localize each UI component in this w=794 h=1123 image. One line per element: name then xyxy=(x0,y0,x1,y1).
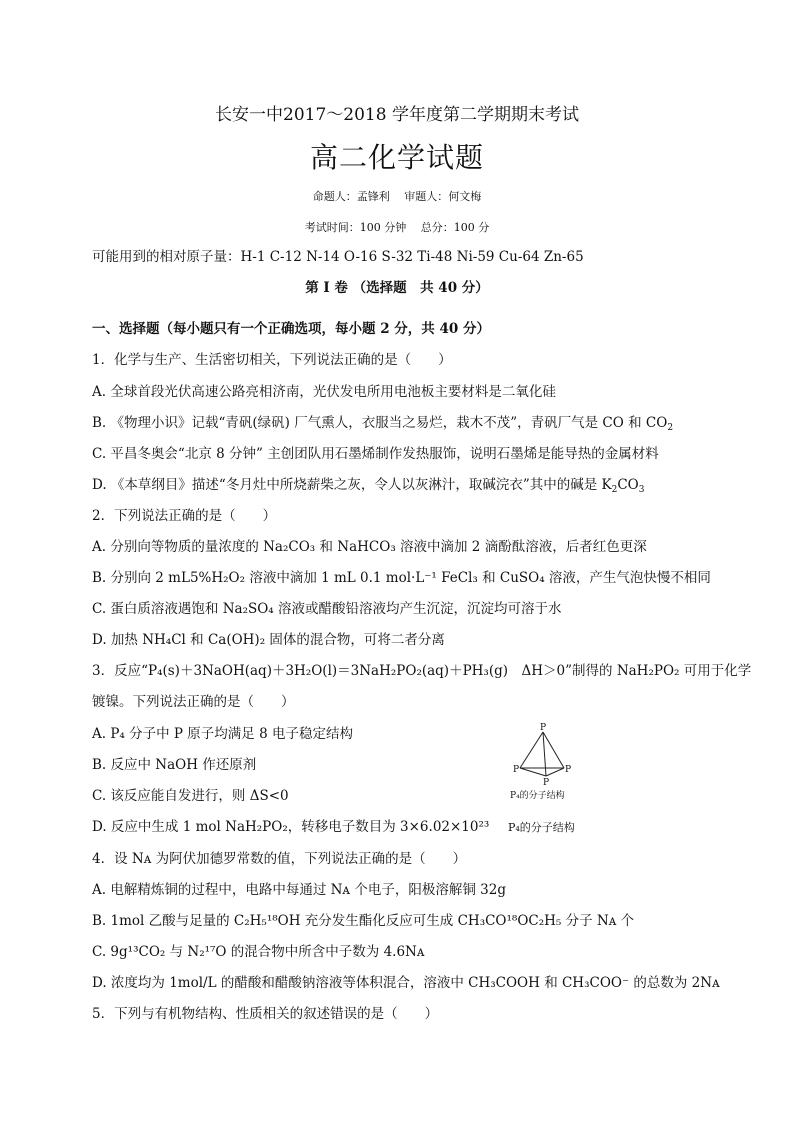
q1-option-b: B. 《物理小识》记载“青矾(绿矾) 厂气熏人，衣服当之易烂，栽木不茂”，青矾厂气是 CO 和 $CO_2$ xyxy=(92,415,674,433)
q3-option-a: A. P₄ 分子中 P 原子均满足 8 电子稳定结构 xyxy=(92,726,353,742)
q4-option-d: D. 浓度均为 1mol/L 的醋酸和醋酸钠溶液等体积混合，溶液中 CH₃COOH 和 CH₃COO⁻ 的总数为 2Nᴀ xyxy=(92,975,720,991)
q2-option-c: C. 蛋白质溶液遇饱和 Na₂SO₄ 溶液或醋酸铅溶液均产生沉淀，沉淀均可溶于水 xyxy=(92,601,562,617)
q2-option-a: A. 分别向等物质的量浓度的 Na₂CO₃ 和 NaHCO₃ 溶液中滴加 2 滴酚酞溶液，后者红色更深 xyxy=(92,539,647,555)
q1-stem: 1．化学与生产、生活密切相关，下列说法正确的是（ ） xyxy=(92,352,452,368)
q3-stem-line1: 3．反应“P₄(s)＋3NaOH(aq)＋3H₂O(l)＝3NaH₂PO₂(aq)＋PH₃(g) ΔH＞0”制得的 NaH₂PO₂ 可用于化学 xyxy=(92,663,752,679)
q4-option-a: A. 电解精炼铜的过程中，电路中每通过 Nᴀ 个电子，阳极溶解铜 32g xyxy=(92,882,506,898)
authors-line: 命题人：孟锋利 审题人：何文梅 xyxy=(312,190,482,203)
q3-option-b: B. 反应中 NaOH 作还原剂 xyxy=(92,757,257,773)
q3-option-c: C. 该反应能自发进行，则 ΔS<0 xyxy=(92,788,289,804)
p4-figure-caption: P₄的分子结构 xyxy=(510,791,565,801)
q4-stem: 4．设 Nᴀ 为阿伏加德罗常数的值，下列说法正确的是（ ） xyxy=(92,851,467,867)
subject-title: 高二化学试题 xyxy=(309,141,484,174)
p4-figure-label: P₄的分子结构 xyxy=(508,821,575,834)
q2-stem: 2．下列说法正确的是（ ） xyxy=(92,508,277,524)
p4-atom-top: P xyxy=(539,723,547,733)
volume-title: 第 I 卷 （选择题 共 40 分） xyxy=(305,280,489,296)
q4-option-b: B. 1mol 乙酸与足量的 C₂H₅¹⁸OH 充分发生酯化反应可生成 CH₃CO¹⁸OC₂H₅ 分子 Nᴀ 个 xyxy=(92,913,635,929)
section-heading: 一、选择题（每小题只有一个正确选项，每小题 2 分，共 40 分） xyxy=(92,321,490,337)
q2-option-b: B. 分别向 2 mL5%H₂O₂ 溶液中滴加 1 mL 0.1 mol·L⁻¹ FeCl₃ 和 CuSO₄ 溶液，产生气泡快慢不相同 xyxy=(92,570,711,586)
q4-option-c: C. 9g¹³CO₂ 与 N₂¹⁷O 的混合物中所含中子数为 4.6Nᴀ xyxy=(92,944,425,960)
exam-info-line: 考试时间：100 分钟 总分：100 分 xyxy=(304,221,490,234)
atomic-masses-line: 可能用到的相对原子量：H-1 C-12 N-14 O-16 S-32 Ti-48 Ni-59 Cu-64 Zn-65 xyxy=(92,249,584,265)
p4-atom-left: P xyxy=(512,765,520,775)
q3-stem-line2: 镀镍。下列说法正确的是（ ） xyxy=(92,694,295,710)
q3-option-d: D. 反应中生成 1 mol NaH₂PO₂，转移电子数目为 3×6.02×10²³ xyxy=(92,819,490,835)
q1-option-a: A. 全球首段光伏高速公路亮相济南，光伏发电所用电池板主要材料是二氧化硅 xyxy=(92,384,556,400)
p4-atom-bottom: P xyxy=(542,778,550,788)
q5-stem: 5．下列与有机物结构、性质相关的叙述错误的是（ ） xyxy=(92,1006,439,1022)
q1-option-c: C. 平昌冬奥会“北京 8 分钟” 主创团队用石墨烯制作发热服饰，说明石墨烯是能导热的金属材料 xyxy=(92,446,659,462)
exam-title: 长安一中2017～2018 学年度第二学期期末考试 xyxy=(215,105,579,125)
p4-atom-right: P xyxy=(564,765,572,775)
q1-option-d: D. 《本草纲目》描述“冬月灶中所烧薪柴之灰，令人以灰淋汁，取碱浣衣”其中的碱是 $K_2CO_3$ xyxy=(92,477,645,495)
q2-option-d: D. 加热 NH₄Cl 和 Ca(OH)₂ 固体的混合物，可将二者分离 xyxy=(92,632,445,648)
